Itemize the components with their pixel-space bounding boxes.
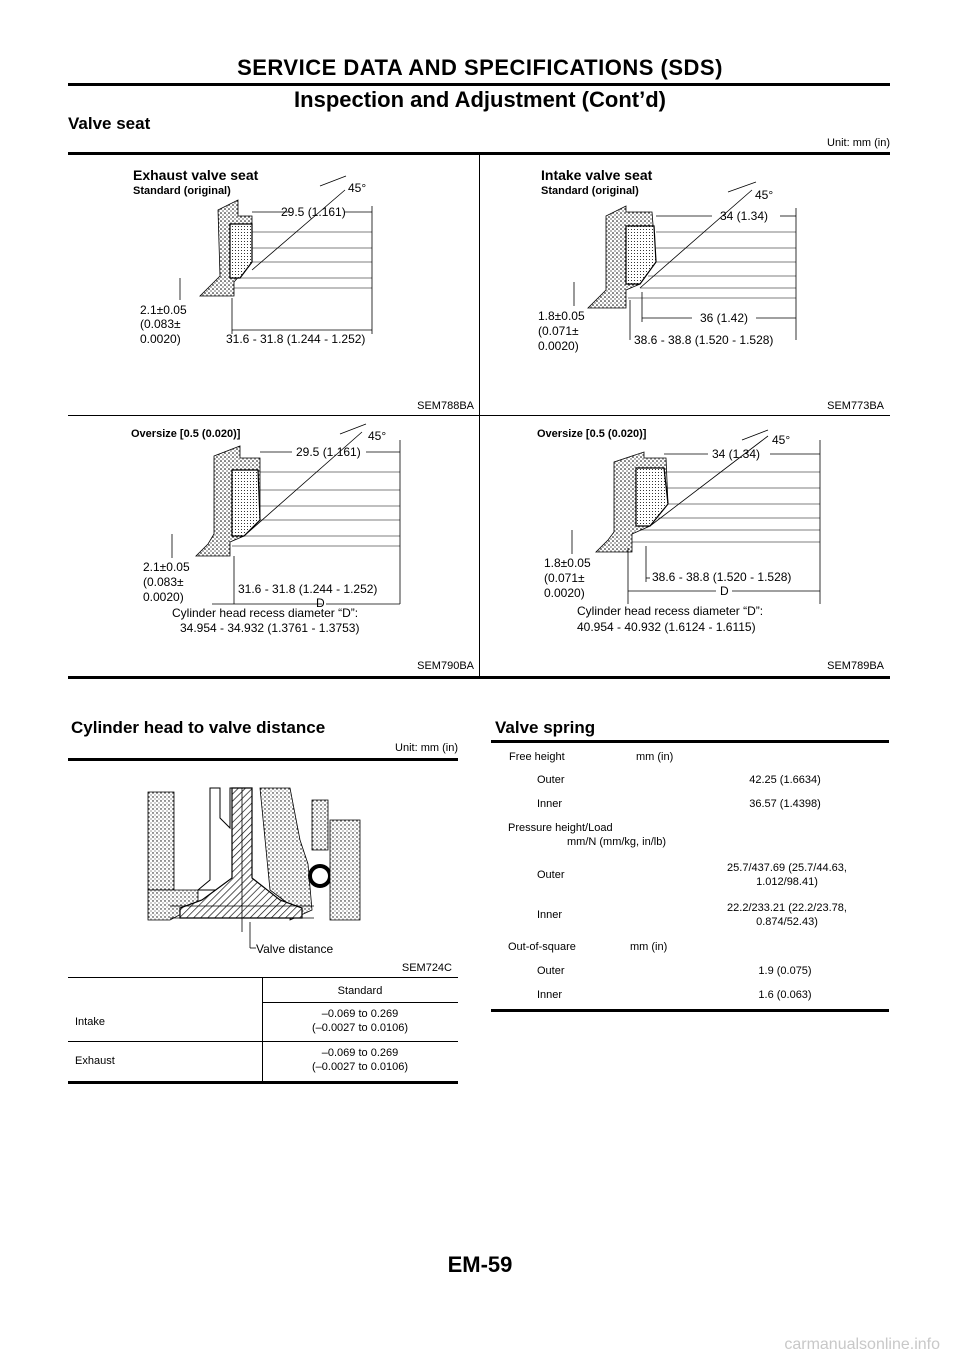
press-outer-value-2: 1.012/98.41) [756,876,818,888]
intake-over-depth-1: 1.8±0.05 [544,556,591,570]
press-inner-value-1: 22.2/233.21 (22.2/23.78, [727,902,847,914]
exhaust-std-depth-1: 2.1±0.05 [140,303,187,317]
out-of-square-label: Out-of-square [508,941,576,953]
head-valve-code: SEM724C [401,962,452,974]
exhaust-over-depth-3: 0.0020) [143,590,184,604]
valve-spring-top-rule [491,740,889,743]
press-outer-value-1: 25.7/437.69 (25.7/44.63, [727,862,847,874]
head-valve-exhaust-label: Exhaust [75,1055,115,1067]
section-header: SERVICE DATA AND SPECIFICATIONS (SDS) [237,55,723,80]
intake-over-dim-top: 34 (1.34) [712,447,761,461]
free-outer-label: Outer [537,774,565,786]
exhaust-std-figure [133,167,372,346]
exhaust-std-dim-top: 29.5 (1.161) [281,205,346,219]
press-inner-value-2: 0.874/52.43) [756,916,818,928]
intake-over-depth-2: (0.071± [544,571,585,585]
intake-over-d: D [720,584,729,598]
exhaust-std-angle: 45° [348,181,367,195]
intake-std-figure [538,167,796,353]
intake-over-subtitle: Oversize [0.5 (0.020)] [537,428,647,440]
pressure-unit: mm/N (mm/kg, in/lb) [567,836,666,848]
head-valve-title: Cylinder head to valve distance [71,718,326,737]
press-outer-label: Outer [537,869,565,881]
exhaust-std-angle-line [252,190,345,270]
head-valve-top-rule [68,758,458,761]
pressure-label: Pressure height/Load [508,822,613,834]
free-height-label: Free height [509,751,565,763]
free-inner-label: Inner [537,798,563,810]
free-inner-value: 36.57 (1.4398) [749,798,821,810]
intake-std-code: SEM773BA [827,400,884,412]
square-outer-value: 1.9 (0.075) [758,965,812,977]
exhaust-over-recess-2: 34.954 - 34.932 (1.3761 - 1.3753) [180,621,360,635]
exhaust-std-dim-bottom: 31.6 - 31.8 (1.244 - 1.252) [226,332,366,346]
exhaust-std-subtitle: Standard (original) [133,185,231,197]
head-valve-exhaust-value: –0.069 to 0.269 [321,1047,399,1059]
intake-over-figure [537,428,820,634]
head-valve-intake-value-in: (–0.0027 to 0.0106) [311,1022,409,1034]
exhaust-over-d: D [316,596,325,610]
page-number: EM-59 [447,1252,513,1277]
square-inner-value: 1.6 (0.063) [758,989,812,1001]
valve-seat-unit: Unit: mm (in) [827,137,890,149]
intake-std-angle-line [640,190,752,288]
exhaust-over-depth-1: 2.1±0.05 [143,560,190,574]
head-valve-intake-value: –0.069 to 0.269 [321,1008,399,1020]
exhaust-over-figure [131,424,400,635]
intake-over-depth-3: 0.0020) [544,586,585,600]
intake-std-dim-top: 34 (1.34) [720,209,769,223]
intake-std-dim-bottom: 38.6 - 38.8 (1.520 - 1.528) [634,333,774,347]
exhaust-std-seat-insert [230,224,252,278]
exhaust-over-subtitle: Oversize [0.5 (0.020)] [131,428,241,440]
intake-std-dim-mid: 36 (1.42) [700,311,749,325]
head-valve-row-rule [68,1041,458,1042]
square-inner-label: Inner [537,989,563,1001]
head-valve-table-bottom [68,1081,458,1084]
square-outer-label: Outer [537,965,565,977]
intake-over-angle: 45° [772,433,791,447]
watermark: carmanualsonline.info [784,1336,940,1353]
intake-std-depth-1: 1.8±0.05 [538,309,585,323]
exhaust-over-dim-top: 29.5 (1.161) [296,445,361,459]
exhaust-over-code: SEM790BA [417,660,474,672]
exhaust-std-code: SEM788BA [417,400,474,412]
intake-std-angle: 45° [755,188,774,202]
intake-over-code: SEM789BA [827,660,884,672]
intake-std-depth-3: 0.0020) [538,339,579,353]
valve-distance-label: Valve distance [256,942,334,956]
exhaust-over-dim-bottom: 31.6 - 31.8 (1.244 - 1.252) [238,582,378,596]
section-subheader: Inspection and Adjustment (Cont’d) [294,87,666,112]
press-inner-label: Inner [537,909,563,921]
valve-spring-title: Valve spring [495,718,596,737]
head-valve-exhaust-value-in: (–0.0027 to 0.0106) [311,1061,409,1073]
intake-std-subtitle: Standard (original) [541,185,639,197]
intake-std-seat-insert [626,226,656,284]
intake-std-title: Intake valve seat [541,167,653,183]
intake-over-dim-bottom: 38.6 - 38.8 (1.520 - 1.528) [652,570,792,584]
intake-over-seat-insert [636,468,668,526]
out-of-square-unit: mm (in) [630,941,668,953]
exhaust-std-depth-2: (0.083± [140,317,181,331]
valve-spring-bottom-rule [491,1009,889,1012]
intake-over-recess-2: 40.954 - 40.932 (1.6124 - 1.6115) [577,620,756,634]
exhaust-std-depth-3: 0.0020) [140,332,181,346]
exhaust-over-angle: 45° [368,429,387,443]
exhaust-over-recess-1: Cylinder head recess diameter “D”: [172,606,359,620]
intake-over-recess-1: Cylinder head recess diameter “D”: [577,604,764,618]
free-height-unit: mm (in) [636,751,674,763]
head-valve-table-header: Standard [337,985,383,997]
head-valve-unit: Unit: mm (in) [395,742,458,754]
exhaust-std-title: Exhaust valve seat [133,167,259,183]
valve-seat-title: Valve seat [68,114,151,133]
head-valve-header-rule [262,1002,458,1003]
head-valve-figure [140,780,370,960]
intake-std-depth-2: (0.071± [538,324,579,338]
free-outer-value: 42.25 (1.6634) [749,774,821,786]
head-valve-intake-label: Intake [75,1016,105,1028]
exhaust-over-depth-2: (0.083± [143,575,184,589]
head-valve-table-top [68,977,458,978]
